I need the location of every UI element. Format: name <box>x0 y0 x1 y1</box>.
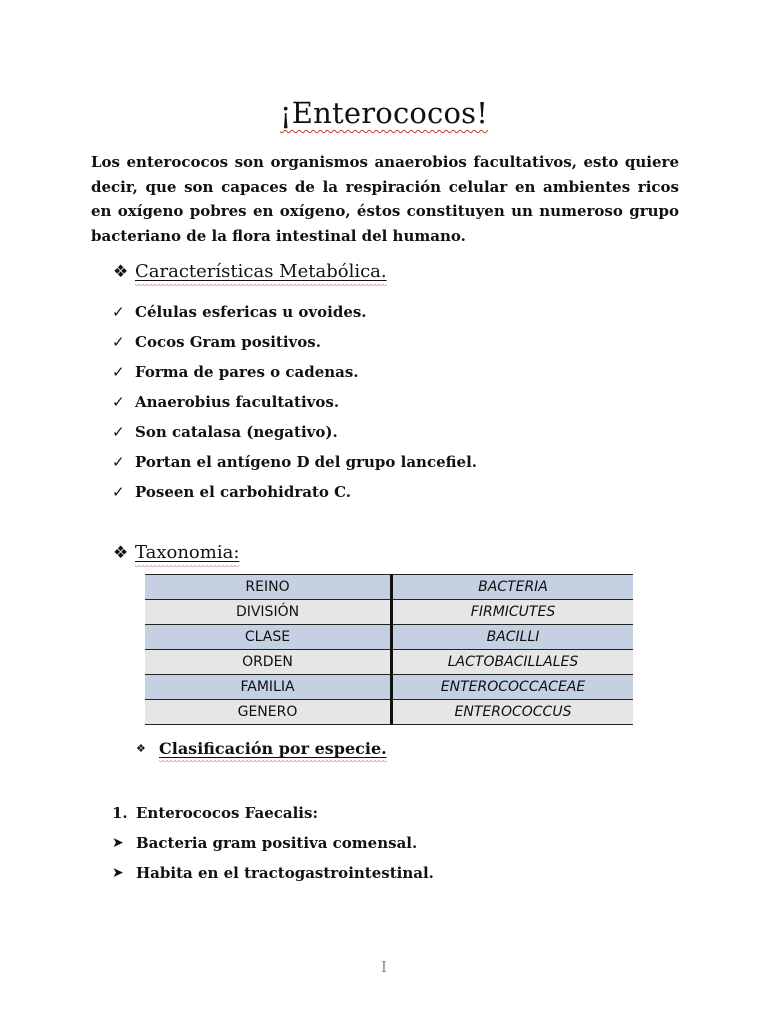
characteristics-list <box>112 302 477 512</box>
taxonomy-rank-cell: GENERO <box>145 700 392 725</box>
taxonomy-heading <box>113 542 239 563</box>
taxonomy-value-cell: BACTERIA <box>392 575 634 600</box>
list-item-text: Portan el antígeno D del grupo lancefiel. <box>135 453 478 471</box>
taxonomy-value-cell: ENTEROCOCCACEAE <box>392 675 634 700</box>
list-number: 1. <box>112 804 128 822</box>
list-item <box>112 332 477 362</box>
taxonomy-rank-cell: ORDEN <box>145 650 392 675</box>
taxonomy-value-cell: FIRMICUTES <box>392 600 634 625</box>
checkmark-icon: ✓ <box>112 303 125 321</box>
intro-paragraph: Los enterococos son organismos anaerobios facultativos, esto quiere decir, que son capaces de la respiración celular en ambientes ricos en oxígeno pobres en oxígeno, éstos constituyen un numeroso grupo bacteriano de la flora intestinal del humano. <box>91 153 679 245</box>
list-item <box>112 863 434 893</box>
checkmark-icon: ✓ <box>112 333 125 351</box>
list-item <box>112 422 477 452</box>
table-row <box>145 600 633 625</box>
checkmark-icon: ✓ <box>112 363 125 381</box>
taxonomy-value-cell: ENTEROCOCCUS <box>392 700 634 725</box>
list-item-text: Enterococos Faecalis: <box>136 804 318 822</box>
list-item <box>112 302 477 332</box>
taxonomy-heading-text: Taxonomia: <box>135 542 240 563</box>
list-item <box>112 803 434 833</box>
species-list <box>112 803 434 893</box>
list-item <box>112 482 477 512</box>
list-item <box>112 452 477 482</box>
list-item-text: Bacteria gram positiva comensal. <box>136 834 418 852</box>
arrow-bullet-icon: ➤ <box>112 865 124 881</box>
classification-heading <box>136 739 387 758</box>
list-item-text: Forma de pares o cadenas. <box>135 363 359 381</box>
list-item <box>112 362 477 392</box>
taxonomy-rank-cell: CLASE <box>145 625 392 650</box>
table-row <box>145 675 633 700</box>
checkmark-icon: ✓ <box>112 453 125 471</box>
list-item <box>112 833 434 863</box>
list-item-text: Células esfericas u ovoides. <box>135 303 367 321</box>
list-item <box>112 392 477 422</box>
document-title: ¡Enterococos! <box>279 96 489 130</box>
diamond-bullet-icon: ❖ <box>113 261 129 282</box>
checkmark-icon: ✓ <box>112 393 125 411</box>
table-row <box>145 650 633 675</box>
taxonomy-rank-cell: FAMILIA <box>145 675 392 700</box>
characteristics-heading <box>113 261 387 282</box>
list-item-text: Anaerobius facultativos. <box>135 393 340 411</box>
table-row <box>145 575 633 600</box>
page-number: I <box>381 958 387 976</box>
list-item-text: Habita en el tractogastrointestinal. <box>136 864 434 882</box>
classification-heading-text: Clasificación por especie. <box>159 739 387 758</box>
characteristics-heading-text: Características Metabólica. <box>135 261 387 282</box>
list-item-text: Son catalasa (negativo). <box>135 423 338 441</box>
checkmark-icon: ✓ <box>112 423 125 441</box>
arrow-bullet-icon: ➤ <box>112 835 124 851</box>
taxonomy-table <box>145 574 633 725</box>
list-item-text: Cocos Gram positivos. <box>135 333 321 351</box>
checkmark-icon: ✓ <box>112 483 125 501</box>
taxonomy-rank-cell: DIVISIÓN <box>145 600 392 625</box>
table-row <box>145 625 633 650</box>
taxonomy-value-cell: BACILLI <box>392 625 634 650</box>
diamond-bullet-icon: ❖ <box>136 742 146 755</box>
taxonomy-rank-cell: REINO <box>145 575 392 600</box>
table-row <box>145 700 633 725</box>
diamond-bullet-icon: ❖ <box>113 542 129 563</box>
taxonomy-value-cell: LACTOBACILLALES <box>392 650 634 675</box>
list-item-text: Poseen el carbohidrato C. <box>135 483 352 501</box>
